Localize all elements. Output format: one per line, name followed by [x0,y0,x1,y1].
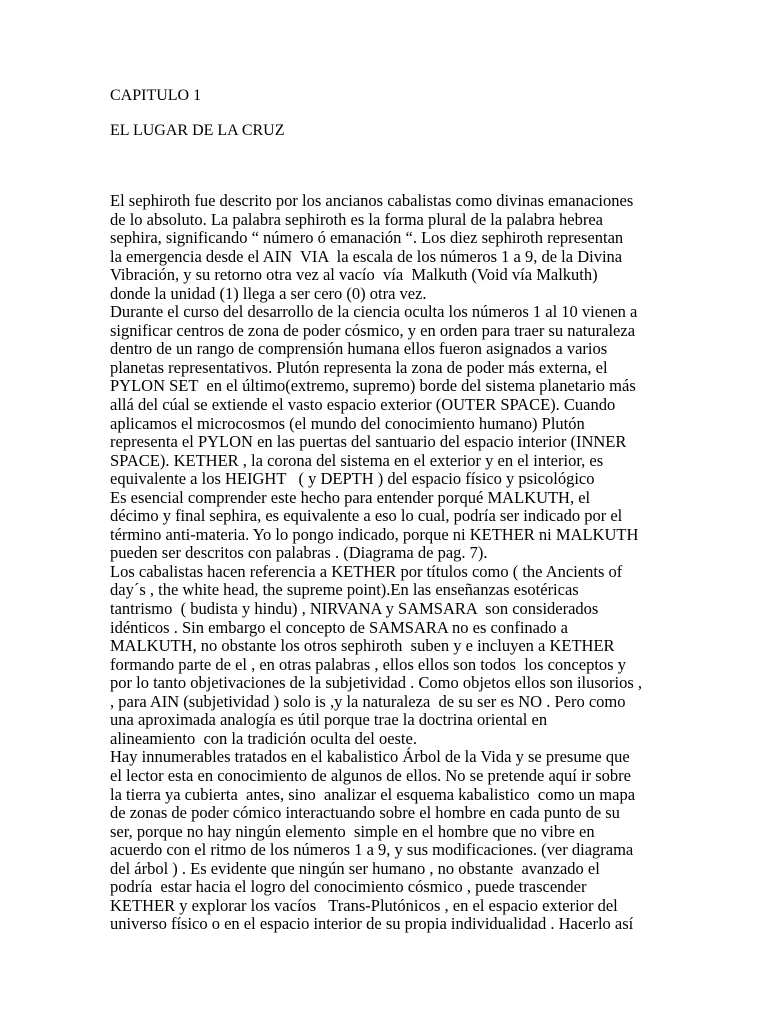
text-line: Es esencial comprender este hecho para entender porqué MALKUTH, el [110,487,591,507]
text-line: dentro de un rango de comprensión humana ellos fueron asignados a varios [110,339,608,359]
text-line: el lector esta en conocimiento de algunos de ellos. No se pretende aquí ir sobre [110,765,631,785]
text-line: alineamiento con la tradición oculta del oeste. [110,728,417,748]
text-line: Hay innumerables tratados en el kabalistico Árbol de la Vida y se presume que [110,747,630,767]
chapter-heading: CAPITULO 1 [110,87,202,104]
text-line: allá del cúal se extiende el vasto espacio exterior (OUTER SPACE). Cuando [110,395,616,415]
text-line: sephira, significando “ número ó emanación “. Los diez sephiroth representan [110,228,624,248]
text-line: una aproximada analogía es útil porque trae la doctrina oriental en [110,710,548,730]
text-line: donde la unidad (1) llega a ser cero (0) otra vez. [110,283,427,303]
text-line: pueden ser descritos con palabras . (Diagrama de pag. 7). [110,543,488,563]
body-text [110,192,670,934]
text-line: El sephiroth fue descrito por los ancianos cabalistas como divinas emanaciones [110,191,634,210]
text-line: podría estar hacia el logro del conocimiento cósmico , puede trascender [110,877,587,897]
text-line: Vibración, y su retorno otra vez al vacío vía Malkuth (Void vía Malkuth) [110,265,598,285]
text-line: formando parte de el , en otras palabras , ellos ellos son todos los conceptos y [110,654,626,674]
text-line: de zonas de poder cómico interactuando sobre el hombre en cada punto de su [110,803,620,823]
text-line: , para AIN (subjetividad ) solo is ,y la naturaleza de su ser es NO . Pero como [110,691,626,711]
text-line: universo físico o en el espacio interior de su propia individualidad . Hacerlo así [110,914,634,934]
text-line: significar centros de zona de poder cósmico, y en orden para traer su naturaleza [110,320,636,340]
text-line: SPACE). KETHER , la corona del sistema en el exterior y en el interior, es [110,450,604,470]
text-line: décimo y final sephira, es equivalente a eso lo cual, podría ser indicado por el [110,506,623,526]
text-line: Los cabalistas hacen referencia a KETHER por títulos como ( the Ancients of [110,561,623,581]
text-line: representa el PYLON en las puertas del santuario del espacio interior (INNER [110,432,627,452]
text-line: equivalente a los HEIGHT ( y DEPTH ) del espacio físico y psicológico [110,469,595,489]
text-line: aplicamos el microcosmos (el mundo del conocimiento humano) Plutón [110,413,585,433]
chapter-title: EL LUGAR DE LA CRUZ [110,122,285,139]
text-line: por lo tanto objetivaciones de la subjetividad . Como objetos ellos son ilusorios , [110,673,643,693]
text-line: day´s , the white head, the supreme point).En las enseñanzas esotéricas [110,580,579,600]
text-line: la emergencia desde el AIN VIA la escala de los números 1 a 9, de la Divina [110,246,623,266]
text-line: PYLON SET en el último(extremo, supremo) borde del sistema planetario más [110,376,636,396]
text-line: idénticos . Sin embargo el concepto de SAMSARA no es confinado a [110,617,568,637]
text-line: MALKUTH, no obstante los otros sephiroth suben y e incluyen a KETHER [110,636,615,656]
text-line: del árbol ) . Es evidente que ningún ser humano , no obstante avanzado el [110,858,600,878]
text-line: la tierra ya cubierta antes, sino analizar el esquema kabalistico como un mapa [110,784,636,804]
text-line: planetas representativos. Plutón representa la zona de poder más externa, el [110,357,608,377]
text-line: de lo absoluto. La palabra sephiroth es la forma plural de la palabra hebrea [110,209,603,229]
text-line: ser, porque no hay ningún elemento simple en el hombre que no vibre en [110,821,595,841]
text-line: Durante el curso del desarrollo de la ciencia oculta los números 1 al 10 vienen a [110,302,638,322]
text-line: KETHER y explorar los vacíos Trans-Plutónicos , en el espacio exterior del [110,895,618,915]
text-line: acuerdo con el ritmo de los números 1 a 9, y sus modificaciones. (ver diagrama [110,840,634,860]
text-line: tantrismo ( budista y hindu) , NIRVANA y SAMSARA son considerados [110,599,599,619]
text-line: término anti-materia. Yo lo pongo indicado, porque ni KETHER ni MALKUTH [110,524,639,544]
